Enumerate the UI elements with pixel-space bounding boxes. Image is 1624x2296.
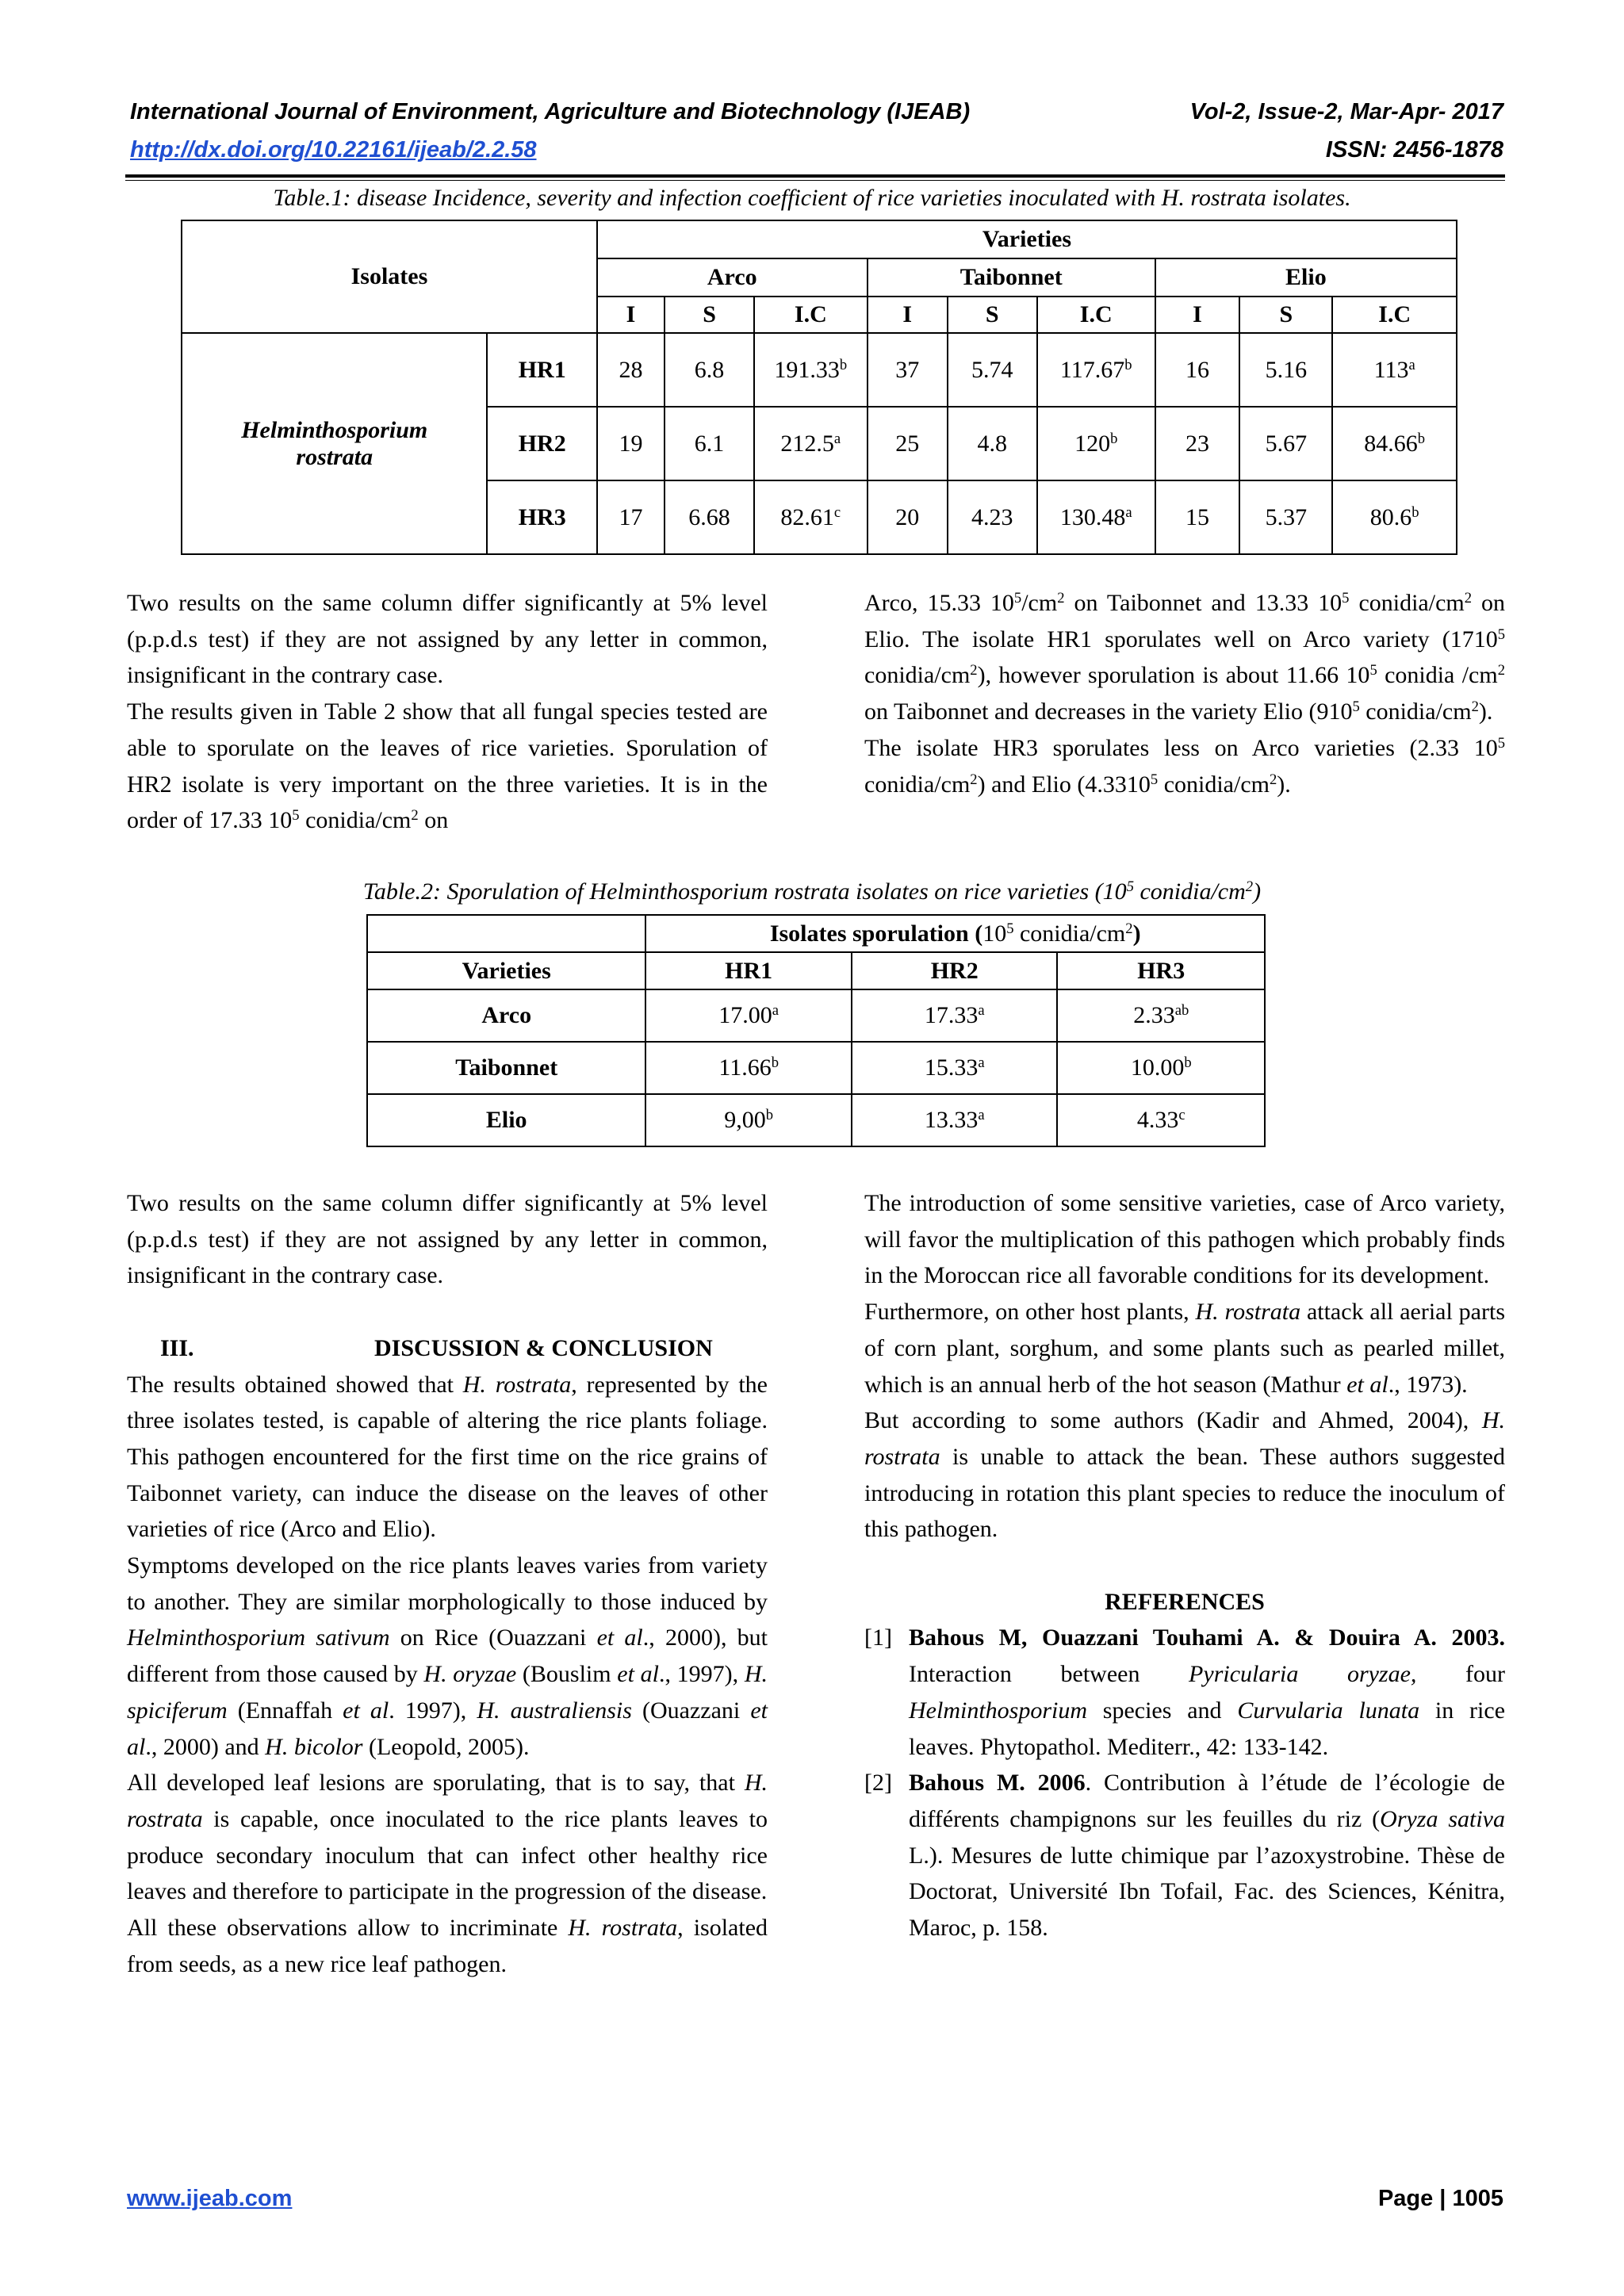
header-rule <box>125 174 1505 178</box>
discussion-paragraph-3: All developed leaf lesions are sporulating, that is to say, that H. rostrata is capable, once inoculated to the rice plants leaves to produce secondary inoculum that can infect other healthy rice leaves and therefore to participate in the progression of the disease. <box>127 1770 768 1905</box>
table2-cell: 4.33$^c$ <box>1057 1094 1265 1146</box>
table1-variety-arco: Arco <box>597 258 868 297</box>
table1-cell: 17 <box>597 480 665 554</box>
table1-cell: 19 <box>597 407 665 480</box>
table1-sub-s: S <box>665 297 754 333</box>
table1-cell: 191.33$^b$ <box>754 333 868 407</box>
table1-row <box>182 333 1457 407</box>
table1-sub-i: I <box>597 297 665 333</box>
table1-isolate: HR3 <box>487 480 596 554</box>
spacer <box>864 1548 1505 1584</box>
table1-sub-i: I <box>868 297 948 333</box>
table1-cell: 25 <box>868 407 948 480</box>
table1-sub-s: S <box>948 297 1037 333</box>
table1-cell: 6.68 <box>665 480 754 554</box>
table1-header-isolates: Isolates <box>182 220 597 333</box>
table2-empty-corner <box>367 915 645 952</box>
table1-cell: 84.66$^b$ <box>1332 407 1457 480</box>
table1-cell: 5.16 <box>1239 333 1332 407</box>
conclusion-paragraph-2: Furthermore, on other host plants, H. rostrata attack all aerial parts of corn plant, sorghum, and some plants such as pearled millet, which is an annual herb of the hot season (Mathur et al., 1973). <box>864 1299 1505 1398</box>
table2-variety: Arco <box>367 989 645 1042</box>
table1-cell: 80.6$^b$ <box>1332 480 1457 554</box>
table2-row <box>367 1042 1265 1094</box>
section-title: DISCUSSION & CONCLUSION <box>374 1334 713 1361</box>
results-paragraph: The results given in Table 2 show that all fungal species tested are able to sporulate on the leaves of rice varieties. Sporulation of HR2 isolate is very important on the three varieties. It is in the order of 17.33 $10^5$ conidia/$cm^2$ on <box>127 698 768 834</box>
table2-row <box>367 989 1265 1042</box>
table1-cell: 16 <box>1155 333 1239 407</box>
table1-cell: 82.61$^c$ <box>754 480 868 554</box>
table2-variety: Taibonnet <box>367 1042 645 1094</box>
species-line1: Helminthosporium <box>241 416 428 443</box>
table1-cell: 120$^b$ <box>1037 407 1155 480</box>
left-column-2 <box>127 1185 768 1982</box>
header-rule-thin <box>125 180 1505 181</box>
page-number: Page | 1005 <box>1377 2186 1503 2211</box>
section-heading <box>127 1330 768 1367</box>
table1-cell: 113$^a$ <box>1332 333 1457 407</box>
table1-cell: 6.1 <box>665 407 754 480</box>
table2-cell: 2.33$^{ab}$ <box>1057 989 1265 1042</box>
table1-sub-ic: I.C <box>1332 297 1457 333</box>
table2-span-header: Isolates sporulation ($10^5$ conidia/$cm^2$) <box>645 915 1265 952</box>
species-line2: rostrata <box>296 443 373 470</box>
table1-cell: 5.67 <box>1239 407 1332 480</box>
table1-sub-i: I <box>1155 297 1239 333</box>
table2-cell: 17.00$^a$ <box>645 989 852 1042</box>
references-title: REFERENCES <box>1105 1588 1265 1615</box>
table1-cell: 15 <box>1155 480 1239 554</box>
table2-header-hr2: HR2 <box>852 952 1058 989</box>
discussion-paragraph-2: Symptoms developed on the rice plants leaves varies from variety to another. They are similar morphologically to those induced by Helminthosporium sativum on Rice (Ouazzani et al., 2000), but different from those caused by H. oryzae (Bouslim et al., 1997), H. spiciferum (Ennaffah et al. 1997), H. australiensis (Ouazzani et al., 2000) and H. bicolor (Leopold, 2005). <box>127 1552 768 1760</box>
table1-cell: 6.8 <box>665 333 754 407</box>
hr3-paragraph: The isolate HR3 sporulates less on Arco varieties (2.33 $10^5$ conidia/$cm^2$) and Elio (4.3310$^5$ conidia/$cm^2$). <box>864 734 1505 798</box>
table2-cell: 17.33$^a$ <box>852 989 1058 1042</box>
journal-title: International Journal of Environment, Agriculture and Biotechnology (IJEAB) <box>130 99 971 124</box>
table1-cell: 212.5$^a$ <box>754 407 868 480</box>
conclusion-paragraph-3: But according to some authors (Kadir and Ahmed, 2004), H. rostrata is unable to attack the bean. These authors suggested introducing in rotation this plant species to reduce the inoculum of this pathogen. <box>864 1407 1505 1543</box>
table1 <box>181 220 1457 555</box>
table1-cell: 28 <box>597 333 665 407</box>
table2-cell: 13.33$^a$ <box>852 1094 1058 1146</box>
reference-item <box>864 1765 1505 1946</box>
sporulation-paragraph: Arco, 15.33 $10^5/cm^2$ on Taibonnet and 13.33 $10^5$ conidia/$cm^2$ on Elio. The isolate HR1 sporulates well on Arco variety (1710$^5$ conidia/$cm^2$), however sporulation is about 11.66 $10^5$ conidia $/cm^2$ on Taibonnet and decreases in the variety Elio ($910^5$ conidia/$cm^2$). <box>864 589 1505 725</box>
table1-cell: 23 <box>1155 407 1239 480</box>
table1-caption: Table.1: disease Incidence, severity and infection coefficient of rice varieties inoculated with H. rostrata isolates. <box>273 185 1351 211</box>
table1-species <box>182 333 487 554</box>
issn: ISSN: 2456-1878 <box>1325 137 1503 163</box>
table2-cell: 15.33$^a$ <box>852 1042 1058 1094</box>
right-column-1 <box>864 585 1505 802</box>
table1-header-varieties: Varieties <box>597 220 1457 258</box>
reference-number: [2] <box>864 1770 892 1797</box>
table1-sub-ic: I.C <box>1037 297 1155 333</box>
significance-note-2: Two results on the same column differ significantly at 5% level (p.p.d.s test) if they are not assigned by any letter in common, insignificant in the contrary case. <box>127 1190 768 1289</box>
table2-cell: 10.00$^b$ <box>1057 1042 1265 1094</box>
table1-cell: 37 <box>868 333 948 407</box>
table2-header-hr1: HR1 <box>645 952 852 989</box>
significance-note: Two results on the same column differ significantly at 5% level (p.p.d.s test) if they are not assigned by any letter in common, insignificant in the contrary case. <box>127 590 768 689</box>
website-link[interactable]: www.ijeab.com <box>127 2186 293 2211</box>
table1-cell: 4.8 <box>948 407 1037 480</box>
table1-variety-taibonnet: Taibonnet <box>868 258 1155 297</box>
table2-header-varieties: Varieties <box>367 952 645 989</box>
section-number: III. <box>160 1334 194 1361</box>
table1-variety-elio: Elio <box>1155 258 1457 297</box>
table1-isolate: HR1 <box>487 333 596 407</box>
discussion-paragraph-4: All these observations allow to incriminate H. rostrata, isolated from seeds, as a new rice leaf pathogen. <box>127 1915 768 1977</box>
table1-cell: 117.67$^b$ <box>1037 333 1155 407</box>
table1-isolate: HR2 <box>487 407 596 480</box>
table2-caption: Table.2: Sporulation of Helminthosporium rostrata isolates on rice varieties ($10^5$ conidia/$cm^2$) <box>362 878 1262 905</box>
table1-cell: 5.74 <box>948 333 1037 407</box>
table1-sub-s: S <box>1239 297 1332 333</box>
table1-cell: 5.37 <box>1239 480 1332 554</box>
reference-item <box>864 1620 1505 1765</box>
conclusion-paragraph-1: The introduction of some sensitive varieties, case of Arco variety, will favor the multiplication of this pathogen which probably finds in the Moroccan rice all favorable conditions for its development. <box>864 1190 1505 1289</box>
table1-cell: 4.23 <box>948 480 1037 554</box>
table2-cell: 11.66$^b$ <box>645 1042 852 1094</box>
table2 <box>366 914 1266 1147</box>
table1-cell: 130.48$^a$ <box>1037 480 1155 554</box>
table2-variety: Elio <box>367 1094 645 1146</box>
table2-cell: 9,00$^b$ <box>645 1094 852 1146</box>
spacer <box>127 1294 768 1330</box>
table1-sub-ic: I.C <box>754 297 868 333</box>
left-column-1 <box>127 585 768 839</box>
table1-cell: 20 <box>868 480 948 554</box>
doi-link[interactable]: http://dx.doi.org/10.22161/ijeab/2.2.58 <box>130 137 537 163</box>
table2-header-hr3: HR3 <box>1057 952 1265 989</box>
right-column-2 <box>864 1185 1505 1946</box>
discussion-paragraph-1: The results obtained showed that H. rostrata, represented by the three isolates tested, is capable of altering the rice plants foliage. This pathogen encountered for the first time on the rice grains of Taibonnet variety, can induce the disease on the leaves of other varieties of rice (Arco and Elio). <box>127 1371 768 1543</box>
reference-text: Bahous M. 2006. Contribution à l’étude de l’écologie de différents champignons sur les feuilles du riz (Oryza sativa L.). Mesures de lutte chimique par l’azoxystrobine. Thèse de Doctorat, Université Ibn Tofail, Fac. des Sciences, Kénitra, Maroc, p. 158. <box>909 1770 1505 1942</box>
reference-number: [1] <box>864 1624 892 1651</box>
journal-volume: Vol-2, Issue-2, Mar-Apr- 2017 <box>1189 99 1503 124</box>
reference-text: Bahous M, Ouazzani Touhami A. & Douira A. 2003. Interaction between Pyricularia oryzae, four Helminthosporium species and Curvularia lunata in rice leaves. Phytopathol. Mediterr., 42: 133-142. <box>909 1624 1506 1760</box>
table2-row <box>367 1094 1265 1146</box>
